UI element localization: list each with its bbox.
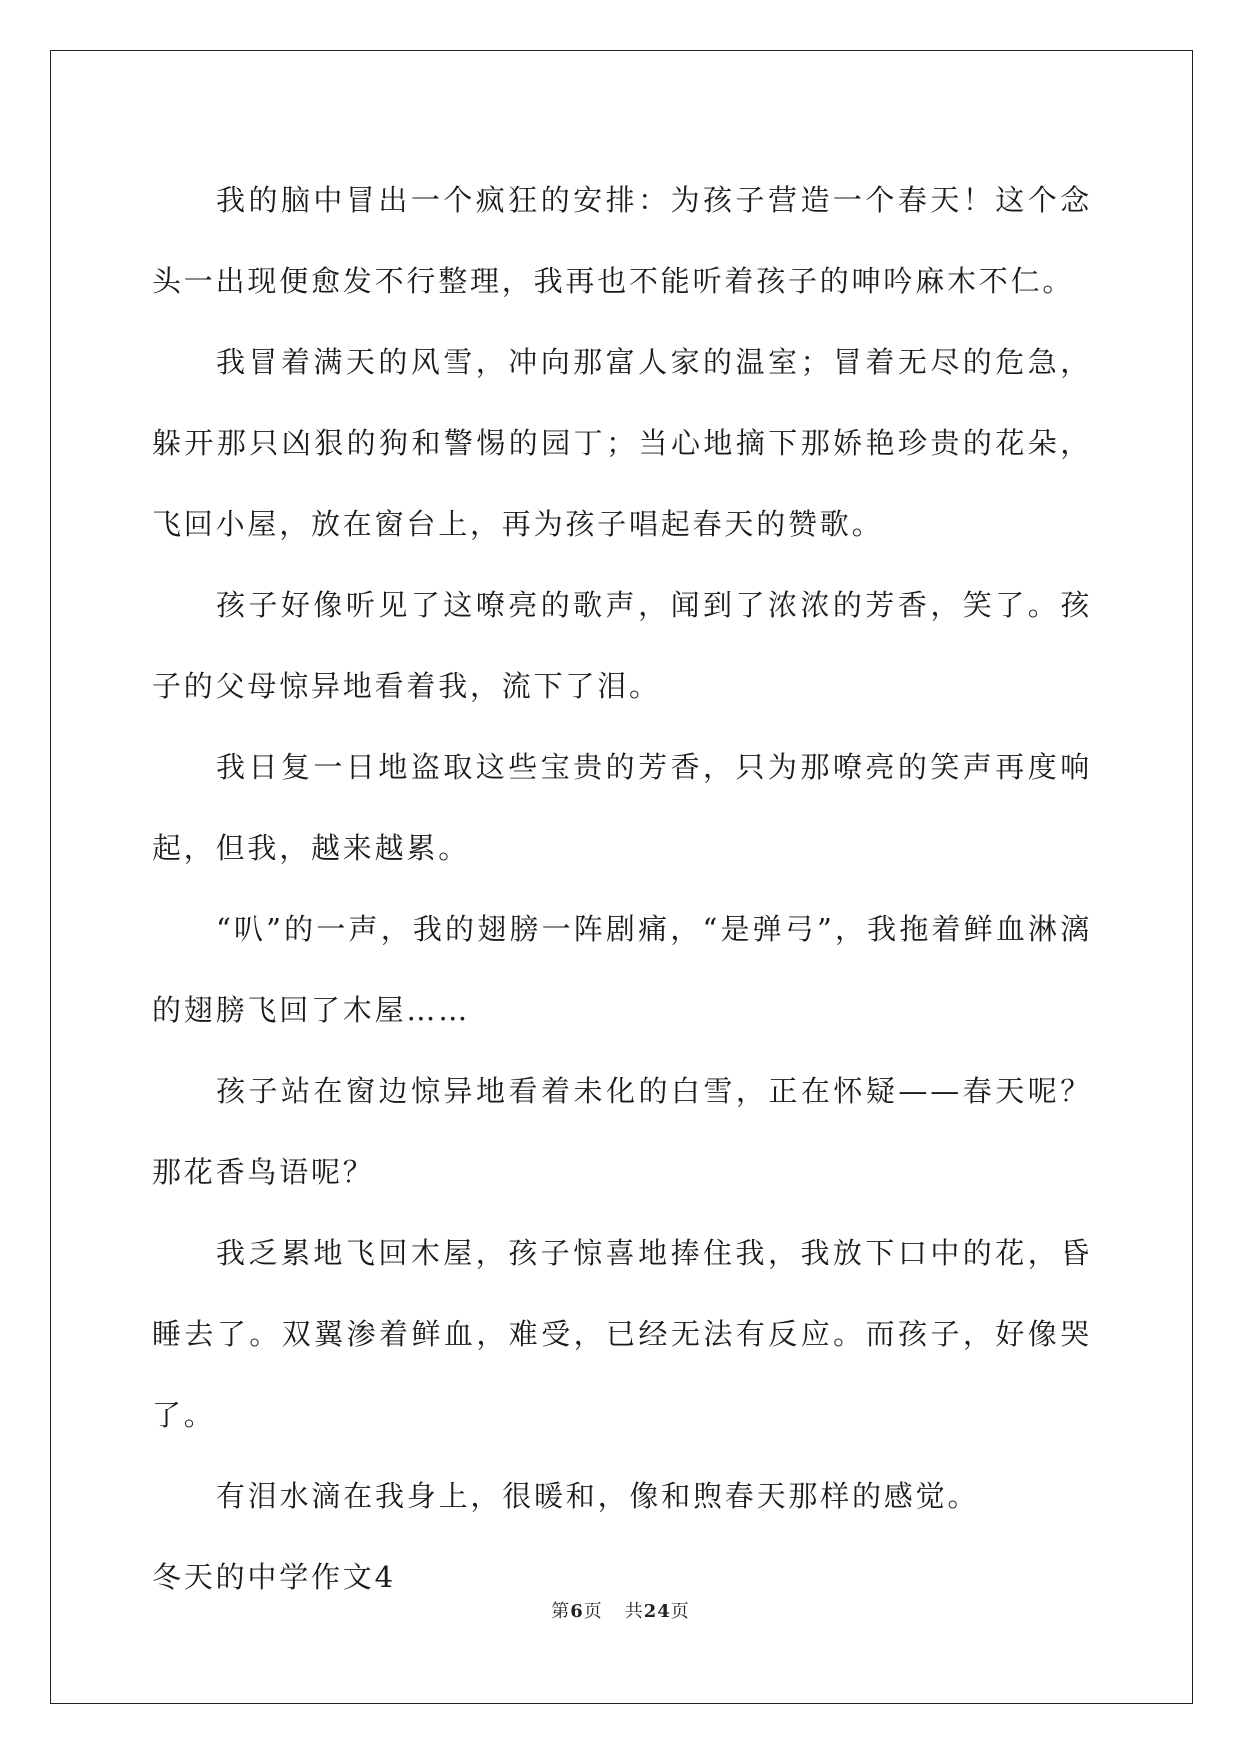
total-page-count: 24 bbox=[643, 1601, 671, 1622]
paragraph: 我乏累地飞回木屋，孩子惊喜地捧住我，我放下口中的花，昏睡去了。双翼渗着鲜血，难受，已经无法有反应。而孩子，好像哭了。 bbox=[152, 1236, 1092, 1432]
page-footer bbox=[0, 1597, 1241, 1623]
paragraph: 孩子好像听见了这嘹亮的歌声，闻到了浓浓的芳香，笑了。孩子的父母惊异地看着我，流下了泪。 bbox=[152, 588, 1092, 703]
current-page-number: 6 bbox=[570, 1601, 584, 1622]
section-heading: 冬天的中学作文4 bbox=[152, 1560, 396, 1594]
page-suffix: 页 bbox=[583, 1601, 603, 1622]
total-suffix: 页 bbox=[670, 1601, 690, 1622]
page-prefix: 第 bbox=[551, 1601, 571, 1622]
paragraph: 我的脑中冒出一个疯狂的安排：为孩子营造一个春天！这个念头一出现便愈发不行整理，我再也不能听着孩子的呻吟麻木不仁。 bbox=[152, 183, 1092, 298]
paragraph: 我冒着满天的风雪，冲向那富人家的温室；冒着无尽的危急，躲开那只凶狠的狗和警惕的园丁；当心地摘下那娇艳珍贵的花朵，飞回小屋，放在窗台上，再为孩子唱起春天的赞歌。 bbox=[152, 345, 1092, 541]
paragraph: 孩子站在窗边惊异地看着未化的白雪，正在怀疑——春天呢？那花香鸟语呢？ bbox=[152, 1074, 1092, 1189]
paragraph: 我日复一日地盗取这些宝贵的芳香，只为那嘹亮的笑声再度响起，但我，越来越累。 bbox=[152, 750, 1092, 865]
total-prefix: 共 bbox=[624, 1601, 644, 1622]
paragraph: “叭”的一声，我的翅膀一阵剧痛，“是弹弓”，我拖着鲜血淋漓的翅膀飞回了木屋…… bbox=[152, 912, 1092, 1027]
document-body bbox=[152, 160, 1092, 1618]
paragraph: 有泪水滴在我身上，很暖和，像和煦春天那样的感觉。 bbox=[216, 1479, 980, 1513]
